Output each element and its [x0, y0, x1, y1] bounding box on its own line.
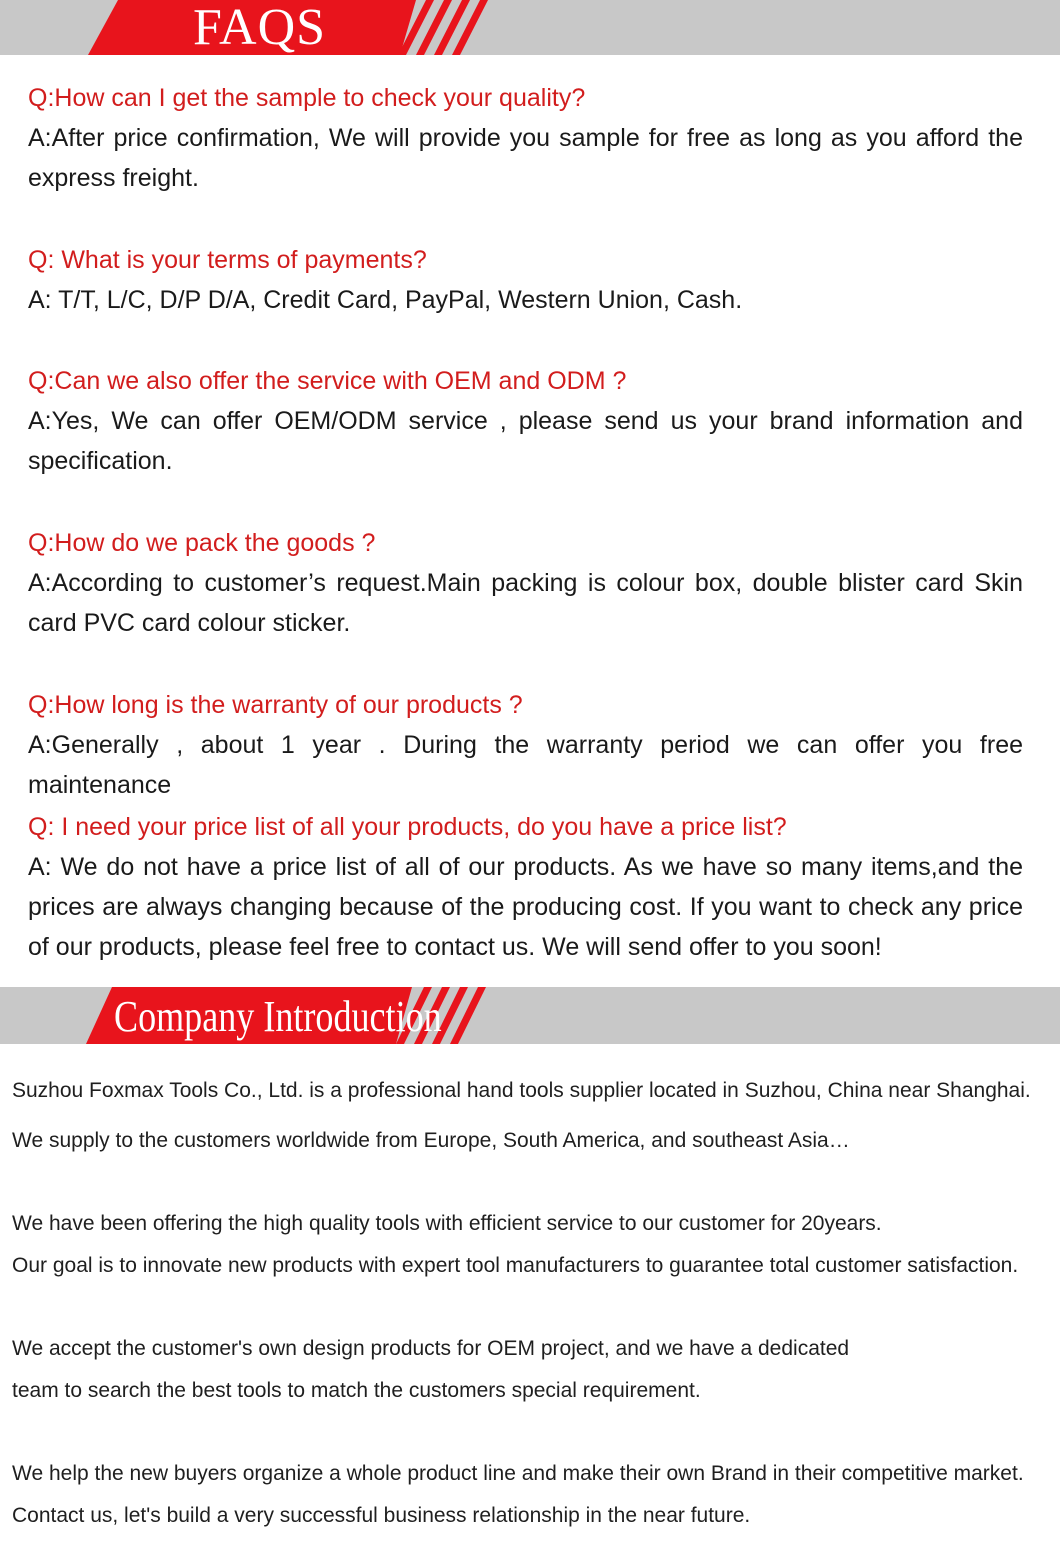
- intro-line: We accept the customer's own design products for OEM project, and we have a dedicated: [12, 1337, 850, 1360]
- faq-item-payment: [28, 240, 1023, 361]
- faq-item-price-list: [28, 807, 1023, 967]
- faq-list: [28, 78, 1023, 967]
- intro-line: Suzhou Foxmax Tools Co., Ltd. is a professional hand tools supplier located in Suzhou, China near Shanghai.: [12, 1079, 1031, 1102]
- intro-line: team to search the best tools to match the customers special requirement.: [12, 1379, 701, 1402]
- intro-line: We supply to the customers worldwide from Europe, South America, and southeast Asia…: [12, 1129, 850, 1152]
- faq-question: Q: What is your terms of payments?: [28, 246, 427, 274]
- faqs-banner: [0, 0, 1060, 55]
- faq-question: Q:How can I get the sample to check your quality?: [28, 84, 586, 112]
- faq-answer: A:Generally , about 1 year . During the warranty period we can offer you free maintenance: [28, 731, 1023, 799]
- company-intro-text: [12, 1070, 1056, 1537]
- intro-line: We have been offering the high quality tools with efficient service to our customer for 20years.: [12, 1212, 882, 1235]
- faq-question: Q:How long is the warranty of our products ?: [28, 691, 523, 719]
- faq-answer: A:After price confirmation, We will provide you sample for free as long as you afford the express freight.: [28, 124, 1023, 192]
- company-intro-banner: [0, 987, 1060, 1044]
- faq-answer: A:Yes, We can offer OEM/ODM service , please send us your brand information and specification.: [28, 407, 1023, 475]
- intro-line: We help the new buyers organize a whole product line and make their own Brand in their competitive market.: [12, 1462, 1024, 1485]
- intro-line: Contact us, let's build a very successful business relationship in the near future.: [12, 1504, 751, 1527]
- faqs-title: FAQS: [193, 0, 327, 55]
- faq-item-warranty: [28, 685, 1023, 807]
- faq-question: Q:How do we pack the goods ?: [28, 529, 376, 557]
- faq-item-packing: [28, 523, 1023, 685]
- faq-answer: A:According to customer’s request.Main packing is colour box, double blister card Skin card PVC card colour sticker.: [28, 569, 1023, 637]
- faqs-banner-graphic: [0, 0, 1060, 55]
- company-intro-title: Company Introduction: [114, 992, 442, 1041]
- faq-answer: A: We do not have a price list of all of our products. As we have so many items,and the prices are always changing because of the producing cost. If you want to check any price of our products, please feel free to contact us. We will send offer to you soon!: [28, 853, 1023, 961]
- faq-item-sample: [28, 78, 1023, 240]
- faq-item-oem: [28, 361, 1023, 523]
- faq-answer: A: T/T, L/C, D/P D/A, Credit Card, PayPal, Western Union, Cash.: [28, 286, 743, 314]
- intro-line: Our goal is to innovate new products with expert tool manufacturers to guarantee total customer satisfaction.: [12, 1254, 1019, 1277]
- faq-question: Q:Can we also offer the service with OEM and ODM ?: [28, 367, 627, 395]
- faq-question: Q: I need your price list of all your products, do you have a price list?: [28, 813, 787, 841]
